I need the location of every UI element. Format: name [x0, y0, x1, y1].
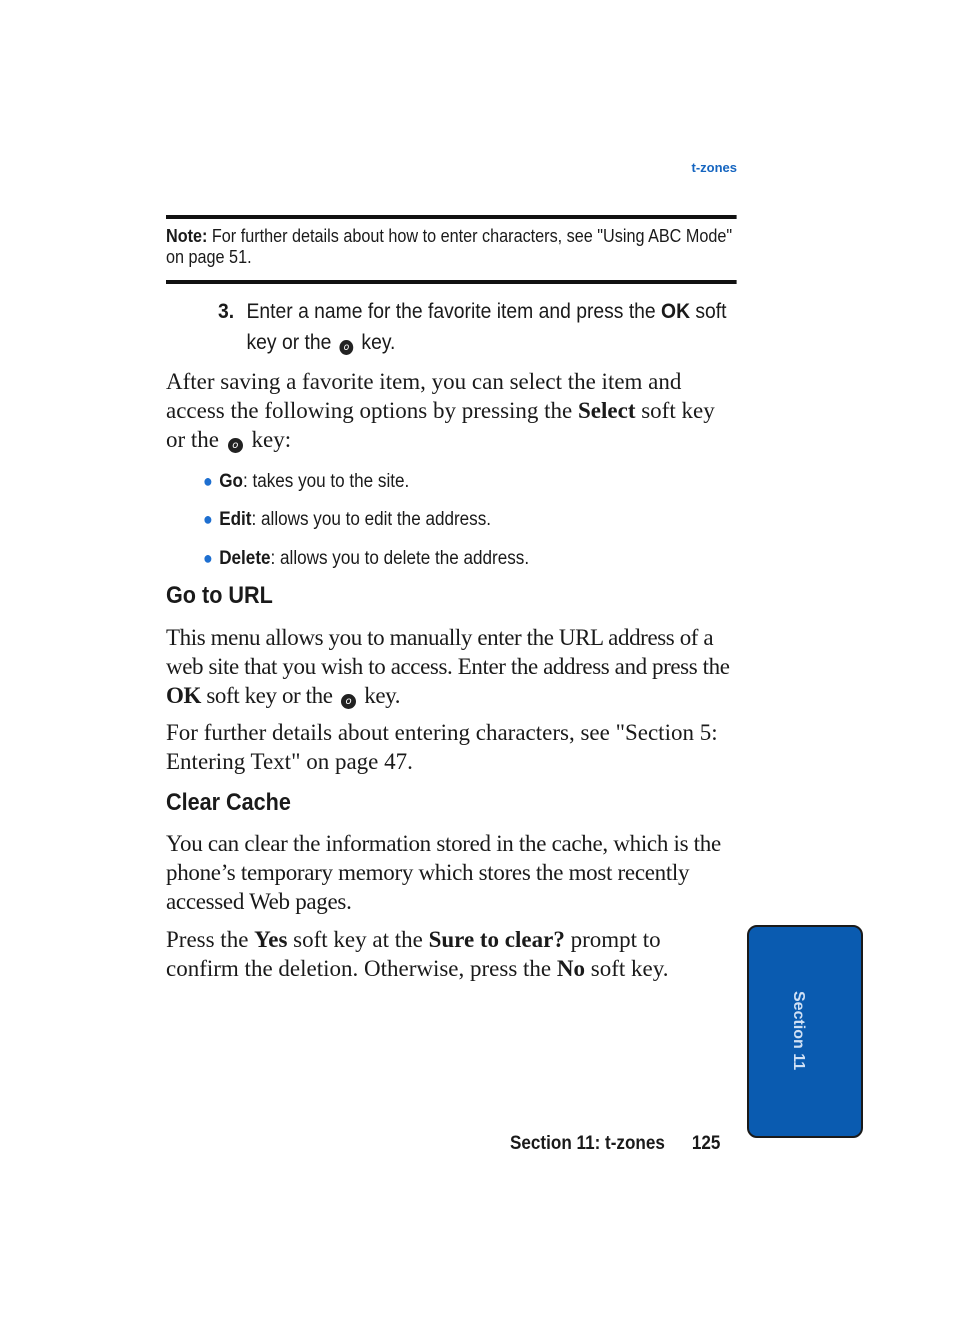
list-item	[203, 508, 491, 532]
list-item	[203, 470, 409, 494]
list-item	[203, 547, 529, 571]
go-to-url-text: soft key or the	[200, 683, 338, 708]
note-text: For further details about how to enter characters, see "Using ABC Mode" on page 51.	[166, 226, 733, 267]
intro-text: soft key or the	[166, 398, 715, 452]
select-label: Select	[578, 398, 636, 423]
yes-label: Yes	[254, 927, 288, 952]
option-desc: : allows you to delete the address.	[270, 548, 530, 569]
ok-label: OK	[661, 300, 691, 323]
section-tab	[747, 925, 863, 1138]
clear-cache-text: soft key at the	[287, 927, 429, 952]
running-head: t-zones	[691, 160, 737, 175]
option-desc: : takes you to the site.	[242, 471, 410, 492]
clear-cache-text: soft key.	[585, 956, 669, 981]
bullet-icon: ●	[203, 509, 213, 529]
intro-paragraph	[166, 367, 738, 454]
intro-text: key:	[245, 427, 292, 452]
clear-cache-text: Press the	[166, 927, 255, 952]
note-label: Note:	[166, 226, 208, 246]
option-term: Go	[219, 471, 243, 492]
footer-section-label: Section 11: t-zones	[510, 1133, 665, 1154]
intro-text: After saving a favorite item, you can select the item and access the following options by pressing the	[166, 369, 682, 423]
ok-key-icon: o	[341, 694, 356, 709]
page-number: 125	[691, 1133, 721, 1154]
no-label: No	[556, 956, 586, 981]
step-number: 3.	[218, 300, 235, 323]
option-term: Edit	[219, 509, 252, 530]
step-text-part: soft key or the	[246, 300, 727, 354]
option-desc: : allows you to edit the address.	[251, 509, 492, 530]
ok-key-icon: o	[339, 340, 353, 355]
clear-cache-paragraph-2	[166, 925, 738, 983]
ok-label: OK	[166, 683, 201, 708]
section-tab-label: Section 11	[790, 991, 807, 1071]
step-text-part: Enter a name for the favorite item and press the	[246, 300, 662, 323]
note-box	[166, 215, 737, 284]
heading-clear-cache: Clear Cache	[166, 789, 291, 816]
option-term: Delete	[219, 548, 271, 569]
bullet-icon: ●	[203, 548, 213, 568]
heading-go-to-url: Go to URL	[166, 582, 273, 609]
page-footer	[510, 1133, 720, 1155]
step-text	[247, 296, 738, 358]
go-to-url-text: This menu allows you to manually enter the URL address of a web site that you wish to access. Enter the address and press the	[166, 625, 730, 679]
step-text-part: key.	[356, 331, 396, 354]
go-to-url-text: key.	[358, 683, 401, 708]
ok-key-icon: o	[228, 438, 243, 453]
clear-cache-paragraph-1: You can clear the information stored in the cache, which is the phone’s temporary memory which stores the most recently accessed Web pages.	[166, 831, 721, 914]
go-to-url-paragraph-1	[166, 623, 738, 710]
sure-to-clear-label: Sure to clear?	[428, 927, 565, 952]
bullet-icon: ●	[203, 471, 213, 491]
go-to-url-paragraph-2: For further details about entering characters, see "Section 5: Entering Text" on page 47.	[166, 720, 718, 774]
step-3	[218, 296, 738, 358]
clear-cache-text: prompt to confirm the deletion. Otherwise, press the	[166, 927, 661, 981]
